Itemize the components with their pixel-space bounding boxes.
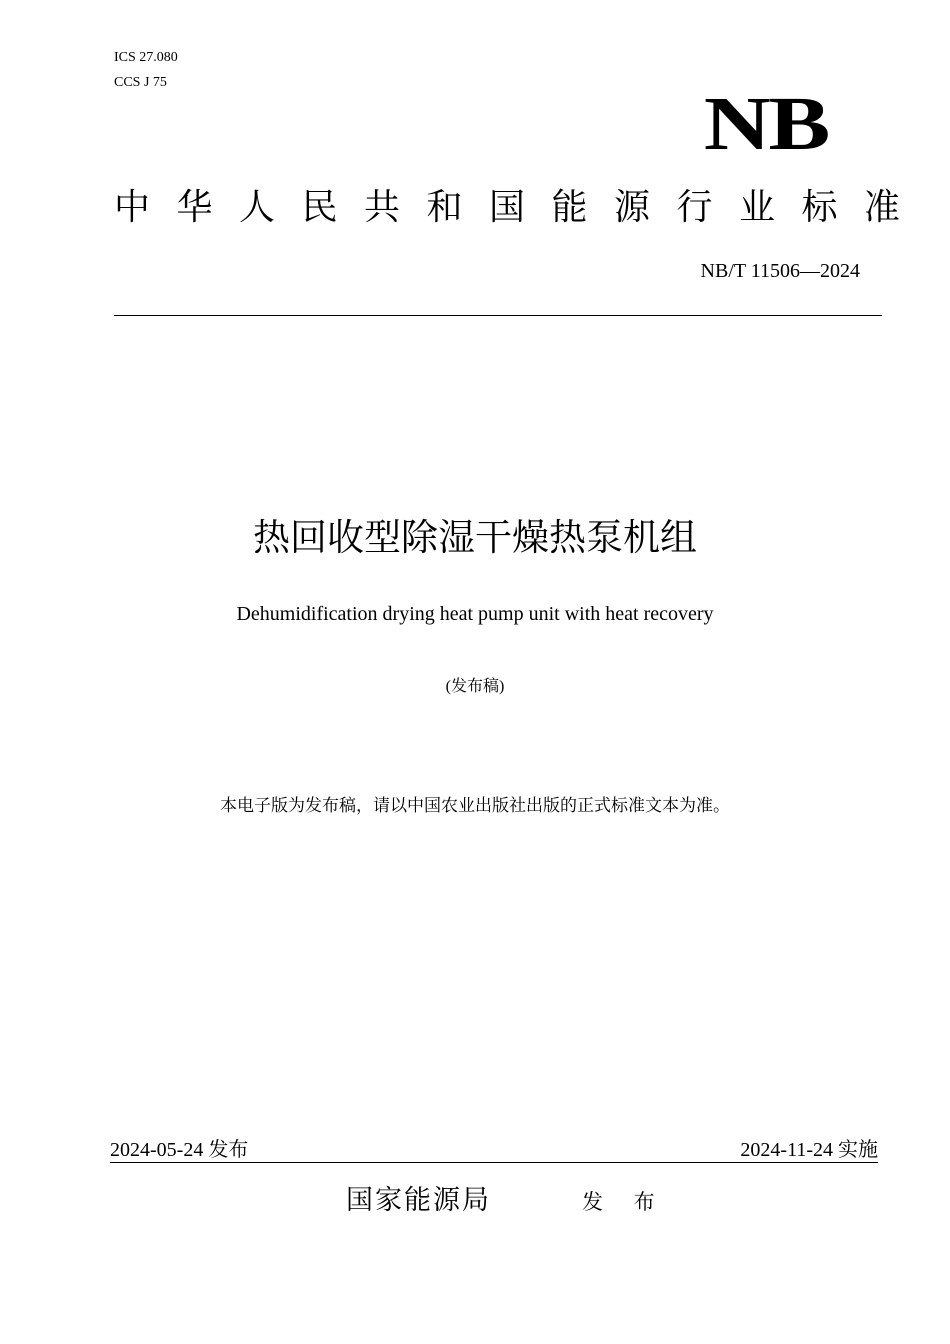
issuing-authority: 国家能源局 xyxy=(346,1185,491,1216)
ics-code: ICS 27.080 xyxy=(114,50,178,65)
document-title-english: Dehumidification drying heat pump unit with heat recovery xyxy=(236,603,714,625)
header-divider xyxy=(114,315,882,316)
issue-date: 2024-05-24 发布 xyxy=(110,1139,249,1161)
standard-category-title: 中华人民共和国能源行业标准 xyxy=(114,187,927,228)
publish-label: 发 布 xyxy=(582,1190,667,1214)
draft-status-label: (发布稿) xyxy=(445,678,505,695)
nb-logo: NB xyxy=(703,82,828,166)
edition-notice: 本电子版为发布稿，请以中国农业出版社出版的正式标准文本为准。 xyxy=(220,796,730,815)
implementation-date: 2024-11-24 实施 xyxy=(740,1139,878,1161)
document-title-chinese: 热回收型除湿干燥热泵机组 xyxy=(253,516,697,559)
footer-divider xyxy=(110,1162,878,1163)
standard-number: NB/T 11506—2024 xyxy=(700,260,860,282)
ccs-code: CCS J 75 xyxy=(114,75,167,90)
